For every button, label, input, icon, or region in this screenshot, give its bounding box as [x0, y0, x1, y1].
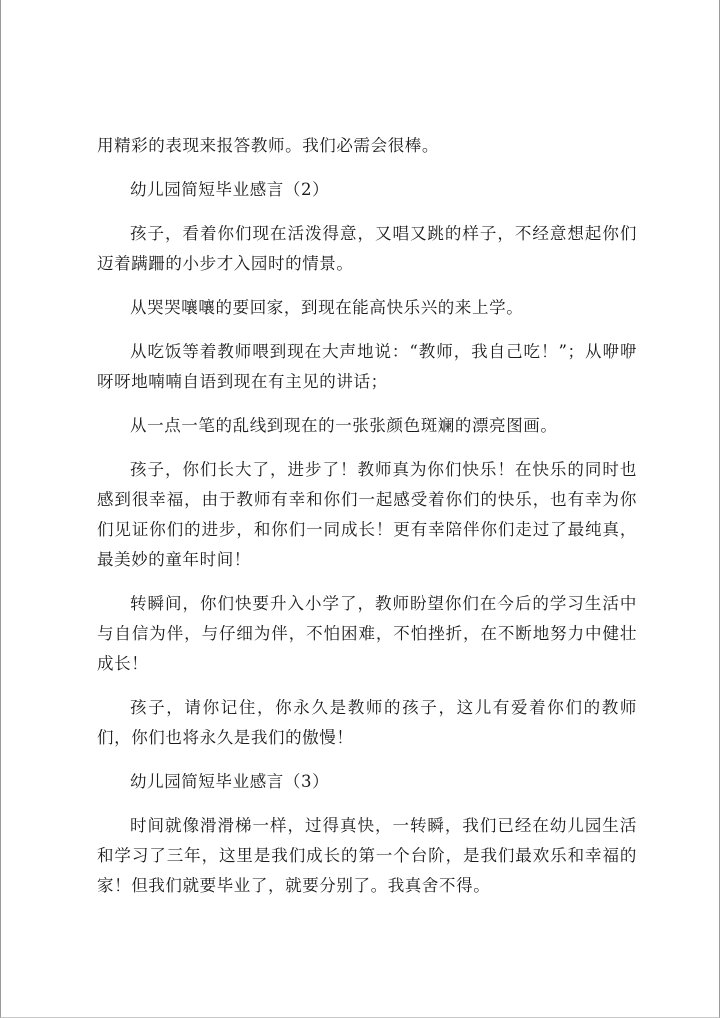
paragraph-continued: 用精彩的表现来报答教师。我们必需会很棒。 [97, 136, 439, 155]
paragraph: 时间就像滑滑梯一样，过得真快，一转瞬，我们已经在幼儿园生活和学习了三年，这里是我们成长的第一个台阶，是我们最欢乐和幸福的家！但我们就要毕业了，就要分别了。我真舍不得。 [97, 816, 637, 895]
paragraph: 从一点一笔的乱线到现在的一张张颜色斑斓的漂亮图画。 [130, 416, 558, 435]
paragraph: 转瞬间，你们快要升入小学了，教师盼望你们在今后的学习生活中与自信为伴，与仔细为伴，不怕困难，不怕挫折，在不断地努力中健壮成长！ [97, 594, 637, 673]
section-heading-2: 幼儿园简短毕业感言（2） [130, 180, 330, 199]
paragraph: 孩子，看着你们现在活泼得意，又唱又跳的样子，不经意想起你们迈着蹒跚的小步才入园时的情景。 [97, 224, 637, 273]
section-heading-3: 幼儿园简短毕业感言（3） [130, 772, 330, 791]
paragraph: 从吃饭等着教师喂到现在大声地说：“教师，我自己吃！”；从咿咿呀呀地喃喃自语到现在有主见的讲话； [97, 342, 637, 391]
paragraph: 孩子，请你记住，你永久是教师的孩子，这儿有爱着你们的教师们，你们也将永久是我们的傲慢！ [97, 698, 637, 747]
paragraph: 孩子，你们长大了，进步了！教师真为你们快乐！在快乐的同时也感到很幸福，由于教师有幸和你们一起感受着你们的快乐，也有幸为你们见证你们的进步，和你们一同成长！更有幸陪伴你们走过了最纯真，最美妙的童年时间！ [97, 460, 637, 569]
paragraph: 从哭哭嚷嚷的要回家，到现在能高快乐兴的来上学。 [130, 298, 524, 317]
document-body [97, 131, 637, 915]
